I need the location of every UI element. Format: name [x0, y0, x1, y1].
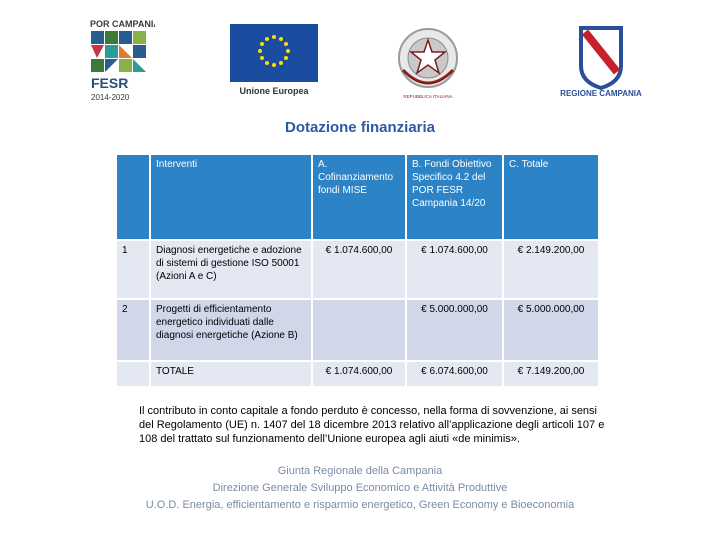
- por-campania-text: POR CAMPANIA: [90, 19, 155, 29]
- fesr-text: FESR: [91, 75, 129, 91]
- de-minimis-note: Il contributo in conto capitale a fondo perduto è concesso, nella forma di sovvenzione, ai sensi del Regolamento (UE) n. 1407 del 18 dicembre 2013 relativo all’applicazione degli articoli 107 e 108 del trattato sul funzionamento dell’Unione europea agli aiuti «de minimis».: [139, 405, 605, 445]
- period-text: 2014-2020: [91, 93, 130, 102]
- header-totale: C. Totale: [504, 155, 598, 239]
- row-num: 2: [117, 300, 149, 360]
- page-title: Dotazione finanziaria: [284, 119, 436, 136]
- footer: [0, 463, 720, 514]
- header-interventi: Interventi: [151, 155, 311, 239]
- header-cofinanziamento: A. Cofinanziamento fondi MISE: [313, 155, 405, 239]
- row-a: [313, 300, 405, 360]
- row-a: € 1.074.600,00: [313, 241, 405, 298]
- row-num: 1: [117, 241, 149, 298]
- header-fondi: B. Fondi Obiettivo Specifico 4.2 del POR FESR Campania 14/20: [407, 155, 502, 239]
- row-b: € 1.074.600,00: [407, 241, 502, 298]
- por-campania-fesr-logo: [85, 14, 155, 106]
- row-intervento: Progetti di efficientamento energetico individuati dalle diagnosi energetiche (Azione B): [151, 300, 311, 360]
- footer-line-1: Giunta Regionale della Campania: [277, 465, 443, 477]
- region-label: REGIONE CAMPANIA: [560, 89, 642, 98]
- row-a: € 1.074.600,00: [313, 362, 405, 386]
- row-b: € 5.000.000,00: [407, 300, 502, 360]
- footer-line-3: U.O.D. Energia, efficientamento e risparmio energetico, Green Economy e Bioeconomia: [145, 499, 575, 511]
- row-b: € 6.074.600,00: [407, 362, 502, 386]
- table-row-total: [117, 362, 598, 386]
- eu-label: Unione Europea: [239, 86, 309, 96]
- row-c: € 5.000.000,00: [504, 300, 598, 360]
- table-row: [117, 241, 598, 298]
- row-num: [117, 362, 149, 386]
- european-union-logo: [226, 24, 322, 98]
- italy-emblem-text: REPUBBLICA ITALIANA: [403, 94, 453, 99]
- funding-table: [115, 153, 600, 388]
- table-header-row: [117, 155, 598, 239]
- italian-republic-emblem: [397, 18, 459, 102]
- footer-line-2: Direzione Generale Sviluppo Economico e Attività Produttive: [212, 482, 508, 494]
- row-intervento: TOTALE: [151, 362, 311, 386]
- header-num: [117, 155, 149, 239]
- regione-campania-logo: [551, 26, 651, 98]
- row-intervento: Diagnosi energetiche e adozione di sistemi di gestione ISO 50001 (Azioni A e C): [151, 241, 311, 298]
- table-row: [117, 300, 598, 360]
- row-c: € 2.149.200,00: [504, 241, 598, 298]
- row-c: € 7.149.200,00: [504, 362, 598, 386]
